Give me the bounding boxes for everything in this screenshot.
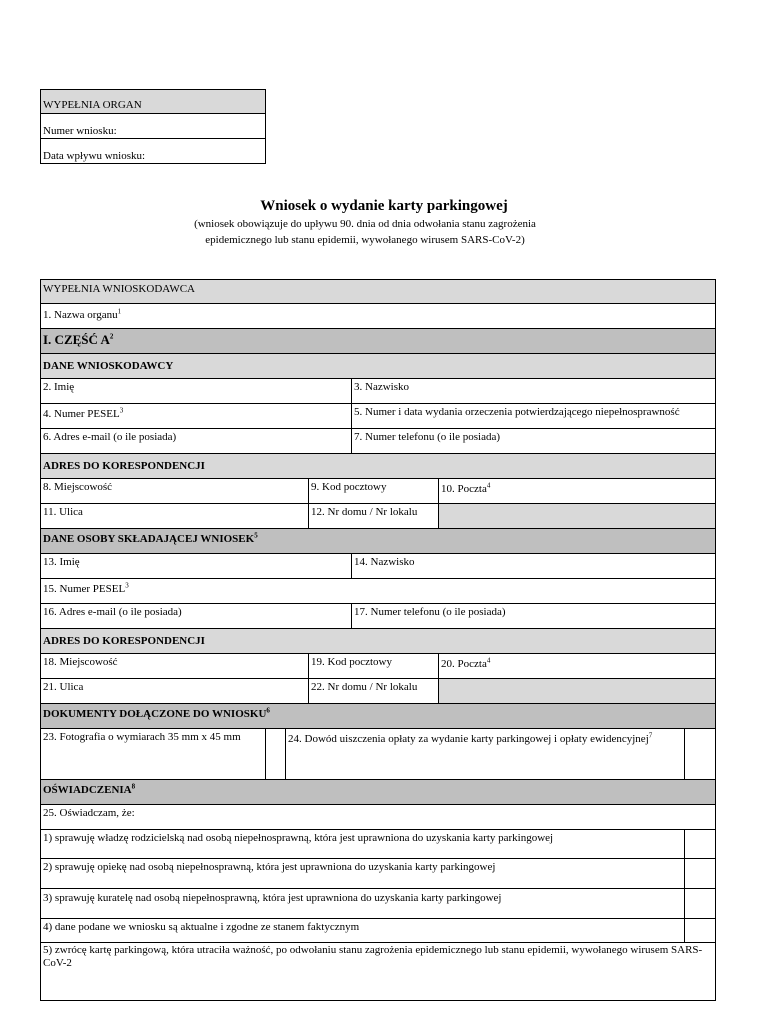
statement-2-label: 2) sprawuję opiekę nad osobą niepełnosprawną, która jest uprawniona do uzyskania karty parkingowej — [40, 858, 685, 889]
unused-shaded-cell-1 — [438, 503, 716, 529]
page-subtitle-line1: (wniosek obowiązuje do upływu 90. dnia od dnia odwołania stanu zagrożenia — [194, 218, 536, 230]
fee-proof-label: 24. Dowód uiszczenia opłaty za wydanie karty parkingowej i opłaty ewidencyjnej$^7$ — [285, 728, 685, 780]
application-number-field[interactable]: Numer wniosku: — [40, 113, 266, 139]
first-name-field[interactable]: 2. Imię — [40, 378, 352, 404]
house-number-field[interactable]: 12. Nr domu / Nr lokalu — [308, 503, 439, 529]
pesel-field[interactable]: 4. Numer PESEL$^3$ — [40, 403, 352, 429]
statement-1-label: 1) sprawuję władzę rodzicielską nad osobą niepełnosprawną, która jest uprawniona do uzyskania karty parkingowej — [40, 829, 685, 859]
phone-field[interactable]: 7. Numer telefonu (o ile posiada) — [351, 428, 716, 454]
city-field[interactable]: 8. Miejscowość — [40, 478, 309, 504]
email-field[interactable]: 6. Adres e-mail (o ile posiada) — [40, 428, 352, 454]
statement-2-checkbox[interactable] — [684, 858, 716, 889]
submitter-house-number-field[interactable]: 22. Nr domu / Nr lokalu — [308, 678, 439, 704]
submitter-email-field[interactable]: 16. Adres e-mail (o ile posiada) — [40, 603, 352, 629]
submitter-post-office-field[interactable]: 20. Poczta$^4$ — [438, 653, 716, 679]
documents-header: DOKUMENTY DOŁĄCZONE DO WNIOSKU$^6$ — [40, 703, 716, 729]
street-field[interactable]: 11. Ulica — [40, 503, 309, 529]
submitter-last-name-field[interactable]: 14. Nazwisko — [351, 553, 716, 579]
page-subtitle-line2: epidemicznego lub stanu epidemii, wywołanego wirusem SARS-CoV-2) — [205, 234, 525, 246]
statement-5-label: 5) zwrócę kartę parkingową, która utraciła ważność, po odwołaniu stanu zagrożenia epidemicznego lub stanu epidemii, wywołanego wirusem SARS-CoV-2 — [40, 942, 716, 1001]
photo-document-label: 23. Fotografia o wymiarach 35 mm x 45 mm — [40, 728, 266, 780]
fee-proof-checkbox[interactable] — [684, 728, 716, 780]
submitter-postal-code-field[interactable]: 19. Kod pocztowy — [308, 653, 439, 679]
submitter-data-header: DANE OSOBY SKŁADAJĄCEJ WNIOSEK$^5$ — [40, 528, 716, 554]
post-office-field[interactable]: 10. Poczta$^4$ — [438, 478, 716, 504]
page-title: Wniosek o wydanie karty parkingowej — [260, 198, 508, 214]
organ-name-field[interactable]: 1. Nazwa organu$^1$ — [40, 303, 716, 329]
statements-intro: 25. Oświadczam, że: — [40, 804, 716, 830]
applicant-data-header: DANE WNIOSKODAWCY — [40, 353, 716, 379]
submitter-phone-field[interactable]: 17. Numer telefonu (o ile posiada) — [351, 603, 716, 629]
submitter-first-name-field[interactable]: 13. Imię — [40, 553, 352, 579]
photo-document-checkbox[interactable] — [265, 728, 286, 780]
submitter-street-field[interactable]: 21. Ulica — [40, 678, 309, 704]
statement-1-checkbox[interactable] — [684, 829, 716, 859]
part-a-header: I. CZĘŚĆ $A^2$ — [40, 328, 716, 354]
receipt-date-field[interactable]: Data wpływu wniosku: — [40, 138, 266, 164]
statement-4-checkbox[interactable] — [684, 918, 716, 943]
statement-3-label: 3) sprawuję kuratelę nad osobą niepełnosprawną, która jest uprawniona do uzyskania karty parkingowej — [40, 888, 685, 919]
last-name-field[interactable]: 3. Nazwisko — [351, 378, 716, 404]
statement-4-label: 4) dane podane we wniosku są aktualne i zgodne ze stanem faktycznym — [40, 918, 685, 943]
unused-shaded-cell-2 — [438, 678, 716, 704]
submitter-city-field[interactable]: 18. Miejscowość — [40, 653, 309, 679]
correspondence-address-header-1: ADRES DO KORESPONDENCJI — [40, 453, 716, 479]
organ-box-header: WYPEŁNIA ORGAN — [40, 89, 266, 114]
disability-certificate-field[interactable]: 5. Numer i data wydania orzeczenia potwierdzającego niepełnosprawność — [351, 403, 716, 429]
submitter-pesel-field[interactable]: 15. Numer PESEL$^3$ — [40, 578, 716, 604]
correspondence-address-header-2: ADRES DO KORESPONDENCJI — [40, 628, 716, 654]
postal-code-field[interactable]: 9. Kod pocztowy — [308, 478, 439, 504]
applicant-section-header: WYPEŁNIA WNIOSKODAWCA — [40, 279, 716, 304]
statements-header: OŚWIADCZENIA$^8$ — [40, 779, 716, 805]
statement-3-checkbox[interactable] — [684, 888, 716, 919]
